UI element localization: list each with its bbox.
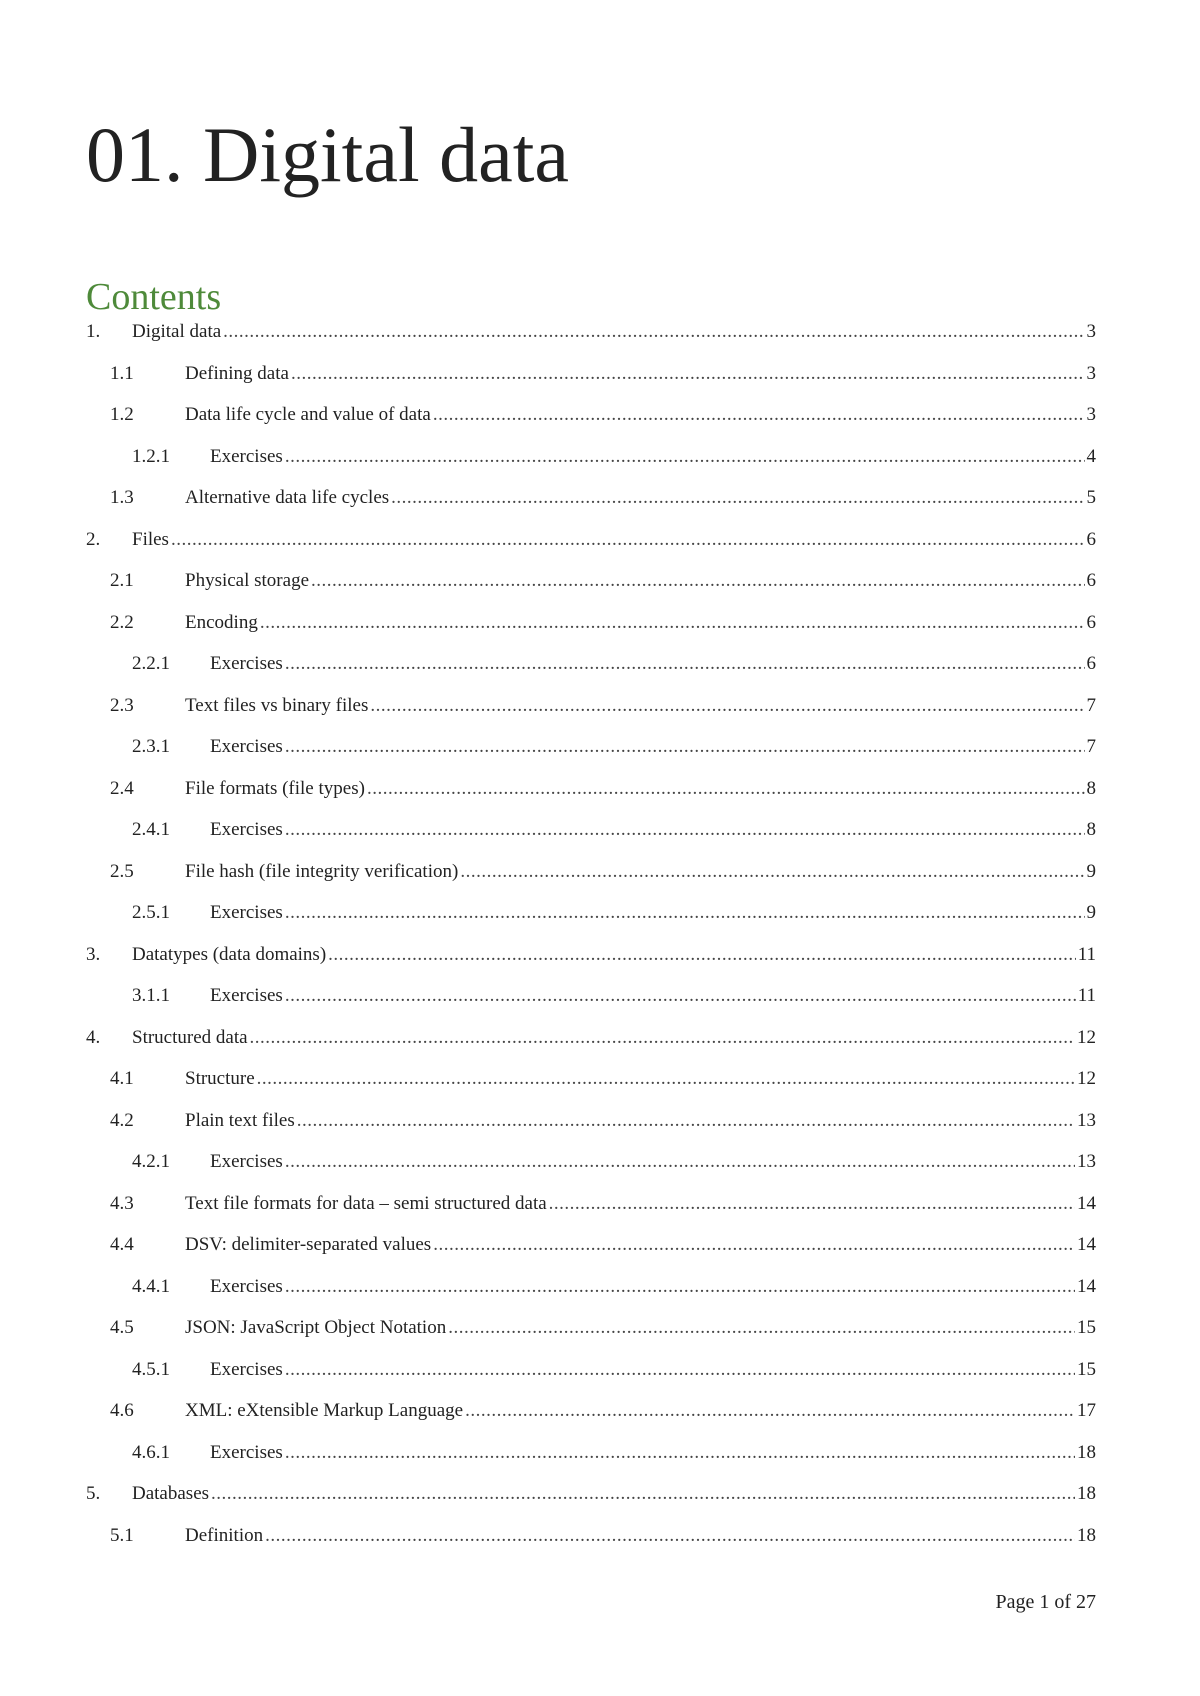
toc-entry-label: XML: eXtensible Markup Language <box>185 1400 464 1421</box>
toc-entry[interactable] <box>86 1317 1096 1359</box>
toc-entry-label: Exercises <box>210 985 283 1006</box>
toc-entry-number: 4.4 <box>110 1234 134 1255</box>
toc-entry-number: 2.3 <box>110 694 134 716</box>
toc-entry-page-number: 13 <box>1077 1151 1096 1172</box>
toc-dot-leader <box>285 819 1085 841</box>
toc-entry-page-number: 13 <box>1077 1109 1096 1131</box>
toc-entry-page-number: 11 <box>1077 985 1096 1006</box>
toc-entry-number: 2. <box>86 528 101 550</box>
toc-dot-leader <box>223 321 1084 343</box>
toc-entry-number: 5.1 <box>110 1524 134 1546</box>
toc-entry-number: 4.3 <box>110 1192 134 1214</box>
toc-entry-label: Definition <box>185 1524 264 1546</box>
toc-entry-page-number: 5 <box>1086 487 1096 508</box>
toc-entry-label: JSON: JavaScript Object Notation <box>185 1317 447 1338</box>
toc-dot-leader <box>448 1317 1075 1339</box>
toc-entry-page-number: 12 <box>1077 1068 1096 1089</box>
toc-dot-leader <box>465 1400 1075 1422</box>
toc-entry-number: 2.5 <box>110 860 134 882</box>
toc-entry[interactable] <box>86 985 1096 1027</box>
toc-dot-leader <box>433 404 1085 426</box>
toc-entry-label: Exercises <box>210 1151 283 1172</box>
document-title: 01. Digital data <box>86 111 570 198</box>
toc-entry-label: Files <box>132 528 169 550</box>
toc-entry-number: 2.4.1 <box>132 819 170 840</box>
toc-entry[interactable] <box>86 612 1096 654</box>
toc-entry[interactable] <box>86 487 1096 529</box>
table-of-contents <box>86 321 1096 1566</box>
toc-entry-label: Data life cycle and value of data <box>185 404 431 425</box>
toc-dot-leader <box>285 446 1085 468</box>
toc-entry-page-number: 6 <box>1086 528 1096 550</box>
toc-entry[interactable] <box>86 1276 1096 1318</box>
toc-entry-number: 4.6 <box>110 1400 134 1421</box>
toc-entry-page-number: 12 <box>1077 1026 1096 1048</box>
toc-entry-label: Structured data <box>132 1026 248 1048</box>
toc-entry-number: 4.2.1 <box>132 1151 170 1172</box>
toc-dot-leader <box>285 653 1085 675</box>
toc-entry-page-number: 14 <box>1077 1275 1096 1297</box>
toc-entry[interactable] <box>86 653 1096 695</box>
toc-entry-page-number: 8 <box>1086 777 1096 799</box>
toc-entry[interactable] <box>86 819 1096 861</box>
toc-entry-page-number: 18 <box>1077 1524 1096 1546</box>
toc-entry-label: File hash (file integrity verification) <box>185 860 459 882</box>
toc-entry-page-number: 3 <box>1086 321 1096 342</box>
toc-entry-page-number: 6 <box>1086 653 1096 674</box>
toc-entry-label: Alternative data life cycles <box>185 487 390 508</box>
toc-entry[interactable] <box>86 1193 1096 1235</box>
toc-entry-number: 4.6.1 <box>132 1441 170 1463</box>
toc-entry[interactable] <box>86 1400 1096 1442</box>
toc-entry[interactable] <box>86 1234 1096 1276</box>
toc-entry-page-number: 18 <box>1077 1483 1096 1504</box>
toc-entry-number: 4.5.1 <box>132 1358 170 1380</box>
toc-entry[interactable] <box>86 1483 1096 1525</box>
toc-entry-label: Physical storage <box>185 570 310 591</box>
toc-entry-label: Exercises <box>210 1275 283 1297</box>
toc-entry-page-number: 18 <box>1077 1441 1096 1463</box>
toc-entry[interactable] <box>86 570 1096 612</box>
toc-entry-page-number: 15 <box>1077 1358 1096 1380</box>
toc-entry-number: 1.1 <box>110 362 134 384</box>
toc-entry-number: 3. <box>86 943 101 965</box>
toc-entry[interactable] <box>86 529 1096 571</box>
toc-entry[interactable] <box>86 1027 1096 1069</box>
page-number-footer: Page 1 of 27 <box>995 1591 1096 1613</box>
toc-entry[interactable] <box>86 363 1096 405</box>
toc-entry-page-number: 9 <box>1086 902 1096 923</box>
toc-entry-page-number: 3 <box>1086 362 1096 384</box>
toc-entry-number: 4.5 <box>110 1317 134 1338</box>
toc-entry-label: Exercises <box>210 902 283 923</box>
toc-entry-page-number: 9 <box>1086 860 1096 882</box>
toc-entry-page-number: 8 <box>1086 819 1096 840</box>
toc-dot-leader <box>285 1151 1075 1173</box>
toc-entry-number: 2.2.1 <box>132 653 170 674</box>
toc-entry-number: 4.4.1 <box>132 1275 170 1297</box>
toc-entry-page-number: 7 <box>1086 736 1096 757</box>
toc-entry[interactable] <box>86 1442 1096 1484</box>
toc-entry-number: 4.1 <box>110 1068 134 1089</box>
toc-dot-leader <box>549 1193 1075 1215</box>
toc-entry-label: Encoding <box>185 611 258 633</box>
toc-entry[interactable] <box>86 1068 1096 1110</box>
toc-dot-leader <box>370 695 1084 717</box>
toc-dot-leader <box>285 736 1085 758</box>
toc-entry-page-number: 7 <box>1086 694 1096 716</box>
toc-entry[interactable] <box>86 1359 1096 1401</box>
toc-entry-label: DSV: delimiter-separated values <box>185 1234 432 1255</box>
toc-dot-leader <box>297 1110 1075 1132</box>
toc-dot-leader <box>285 1359 1075 1381</box>
toc-entry-page-number: 14 <box>1077 1192 1096 1214</box>
toc-dot-leader <box>433 1234 1075 1256</box>
toc-entry-page-number: 6 <box>1086 570 1096 591</box>
toc-entry-number: 2.1 <box>110 570 134 591</box>
toc-entry-number: 1.2.1 <box>132 445 170 467</box>
toc-entry-label: Digital data <box>132 321 222 342</box>
toc-dot-leader <box>285 985 1076 1007</box>
toc-entry-label: Exercises <box>210 653 283 674</box>
toc-dot-leader <box>367 778 1085 800</box>
toc-entry-label: Plain text files <box>185 1109 295 1131</box>
toc-dot-leader <box>257 1068 1075 1090</box>
toc-entry[interactable] <box>86 902 1096 944</box>
toc-dot-leader <box>391 487 1084 509</box>
toc-entry-label: Exercises <box>210 1358 283 1380</box>
toc-entry-number: 3.1.1 <box>132 985 170 1006</box>
toc-entry-label: Structure <box>185 1068 255 1089</box>
toc-entry[interactable] <box>86 736 1096 778</box>
toc-entry-number: 1.2 <box>110 404 134 425</box>
toc-entry[interactable] <box>86 1151 1096 1193</box>
toc-dot-leader <box>285 1442 1075 1464</box>
toc-dot-leader <box>328 944 1076 966</box>
toc-entry-page-number: 17 <box>1077 1400 1096 1421</box>
toc-dot-leader <box>311 570 1084 592</box>
toc-entry-label: Exercises <box>210 819 283 840</box>
toc-dot-leader <box>265 1525 1075 1547</box>
toc-entry[interactable] <box>86 321 1096 363</box>
toc-entry-number: 2.3.1 <box>132 736 170 757</box>
toc-entry[interactable] <box>86 778 1096 820</box>
toc-entry-number: 2.5.1 <box>132 902 170 923</box>
toc-entry-number: 1.3 <box>110 487 134 508</box>
toc-entry-label: Text files vs binary files <box>185 694 369 716</box>
toc-entry-number: 2.4 <box>110 777 134 799</box>
toc-entry-page-number: 3 <box>1086 404 1096 425</box>
toc-dot-leader <box>211 1483 1075 1505</box>
toc-entry[interactable] <box>86 695 1096 737</box>
toc-dot-leader <box>291 363 1085 385</box>
toc-entry-number: 5. <box>86 1483 101 1504</box>
contents-heading: Contents <box>86 276 222 318</box>
toc-entry-label: Exercises <box>210 1441 283 1463</box>
toc-entry-page-number: 4 <box>1086 445 1096 467</box>
toc-entry-page-number: 11 <box>1077 943 1096 965</box>
toc-entry-number: 2.2 <box>110 611 134 633</box>
toc-entry-label: File formats (file types) <box>185 777 365 799</box>
toc-dot-leader <box>250 1027 1075 1049</box>
toc-entry-page-number: 15 <box>1077 1317 1096 1338</box>
toc-dot-leader <box>285 902 1085 924</box>
toc-entry-label: Exercises <box>210 445 283 467</box>
toc-entry[interactable] <box>86 404 1096 446</box>
toc-entry-label: Databases <box>132 1483 210 1504</box>
toc-dot-leader <box>171 529 1085 551</box>
toc-entry-number: 1. <box>86 321 101 342</box>
toc-entry-page-number: 6 <box>1086 611 1096 633</box>
toc-entry-label: Exercises <box>210 736 283 757</box>
toc-entry[interactable] <box>86 1525 1096 1567</box>
toc-entry-number: 4. <box>86 1026 101 1048</box>
toc-entry[interactable] <box>86 861 1096 903</box>
toc-dot-leader <box>260 612 1085 634</box>
toc-entry-page-number: 14 <box>1077 1234 1096 1255</box>
toc-entry[interactable] <box>86 446 1096 488</box>
toc-dot-leader <box>285 1276 1075 1298</box>
toc-entry-label: Datatypes (data domains) <box>132 943 327 965</box>
toc-entry-label: Defining data <box>185 362 289 384</box>
toc-entry[interactable] <box>86 1110 1096 1152</box>
toc-dot-leader <box>460 861 1084 883</box>
toc-entry-label: Text file formats for data – semi structured data <box>185 1192 547 1214</box>
toc-entry-number: 4.2 <box>110 1109 134 1131</box>
toc-entry[interactable] <box>86 944 1096 986</box>
